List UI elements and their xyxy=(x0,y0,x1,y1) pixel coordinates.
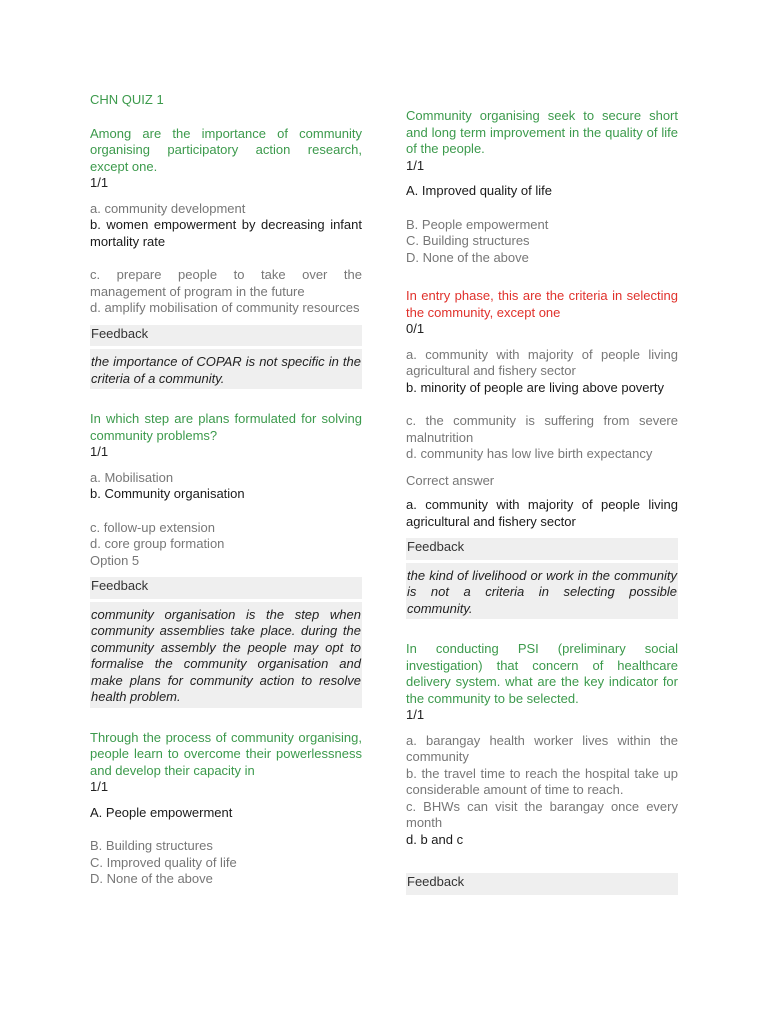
question-text: In conducting PSI (preliminary social investigation) that concern of healthcare delivery system. what are the key indicator for the community to be selected. xyxy=(406,641,678,706)
answer-option[interactable]: a. community with majority of people living agricultural and fishery sector xyxy=(406,346,678,378)
answer-option[interactable]: d. amplify mobilisation of community resources xyxy=(90,300,360,315)
answer-option[interactable]: c. follow-up extension xyxy=(90,519,216,535)
answer-option[interactable]: B. Building structures xyxy=(90,838,213,853)
feedback-text: the importance of COPAR is not specific in the criteria of a community. xyxy=(90,349,362,389)
answer-option[interactable]: c. the community is suffering from severe malnutrition xyxy=(406,413,678,445)
answer-option[interactable]: d. core group formation xyxy=(90,536,225,551)
correct-answer-label: Correct answer xyxy=(406,472,495,488)
feedback-text: the kind of livelihood or work in the community is not a criteria in selecting possible community. xyxy=(406,563,678,620)
selected-answer[interactable]: b. women empowerment by decreasing infant mortality rate xyxy=(90,217,362,249)
answer-option[interactable]: a. community development xyxy=(90,200,246,216)
selected-answer[interactable]: A. People empowerment xyxy=(90,804,233,820)
question-text: In which step are plans formulated for solving community problems? xyxy=(90,411,362,443)
answer-option[interactable]: b. the travel time to reach the hospital take up considerable amount of time to reach. xyxy=(406,765,678,797)
answer-option[interactable]: C. Building structures xyxy=(406,233,530,248)
answer-option[interactable]: a. Mobilisation xyxy=(90,469,174,485)
answer-option[interactable]: a. barangay health worker lives within the community xyxy=(406,732,678,764)
feedback-text: community organisation is the step when community assemblies take place. during the community assembly the people may opt to formalise the community organisation and make plans for community action to resolve health problem. xyxy=(90,602,362,708)
question-block xyxy=(90,126,362,390)
question-block xyxy=(90,730,362,888)
answer-option[interactable]: D. None of the above xyxy=(406,249,529,265)
feedback-label: Feedback xyxy=(90,577,362,599)
question-block xyxy=(90,411,362,708)
answer-option[interactable]: d. community has low live birth expectancy xyxy=(406,446,653,461)
question-text: Among are the importance of community organising participatory action research, except one. xyxy=(90,125,362,174)
selected-answer[interactable]: b. minority of people are living above poverty xyxy=(406,379,664,395)
selected-answer[interactable]: b. Community organisation xyxy=(90,486,245,501)
answer-option[interactable]: B. People empowerment xyxy=(406,216,549,232)
question-score: 1/1 xyxy=(406,157,425,173)
selected-answer[interactable]: A. Improved quality of life xyxy=(406,183,552,198)
question-score: 0/1 xyxy=(406,321,425,336)
answer-option[interactable]: c. BHWs can visit the barangay once every month xyxy=(406,798,678,830)
selected-answer[interactable]: d. b and c xyxy=(406,831,464,847)
quiz-title: CHN QUIZ 1 xyxy=(90,92,164,107)
question-block xyxy=(406,641,678,895)
question-score: 1/1 xyxy=(406,707,425,722)
question-text: Through the process of community organising, people learn to overcome their powerlessness and develop their capacity in xyxy=(90,729,362,778)
question-text: In entry phase, this are the criteria in selecting the community, except one xyxy=(406,288,678,320)
right-column xyxy=(406,108,678,917)
left-column xyxy=(90,92,362,910)
correct-answer-text: a. community with majority of people living agricultural and fishery sector xyxy=(406,497,678,529)
answer-option[interactable]: c. prepare people to take over the management of program in the future xyxy=(90,267,362,299)
question-block xyxy=(406,108,678,266)
feedback-label: Feedback xyxy=(406,873,678,895)
answer-option[interactable]: C. Improved quality of life xyxy=(90,854,237,870)
question-score: 1/1 xyxy=(90,175,109,190)
question-score: 1/1 xyxy=(90,444,109,459)
question-text: Community organising seek to secure short and long term improvement in the quality of life of the people. xyxy=(406,108,678,156)
feedback-label: Feedback xyxy=(90,325,362,347)
answer-option-extra[interactable]: Option 5 xyxy=(90,552,140,568)
feedback-label: Feedback xyxy=(406,538,678,560)
question-block xyxy=(406,288,678,619)
question-score: 1/1 xyxy=(90,779,109,794)
answer-option[interactable]: D. None of the above xyxy=(90,871,213,886)
